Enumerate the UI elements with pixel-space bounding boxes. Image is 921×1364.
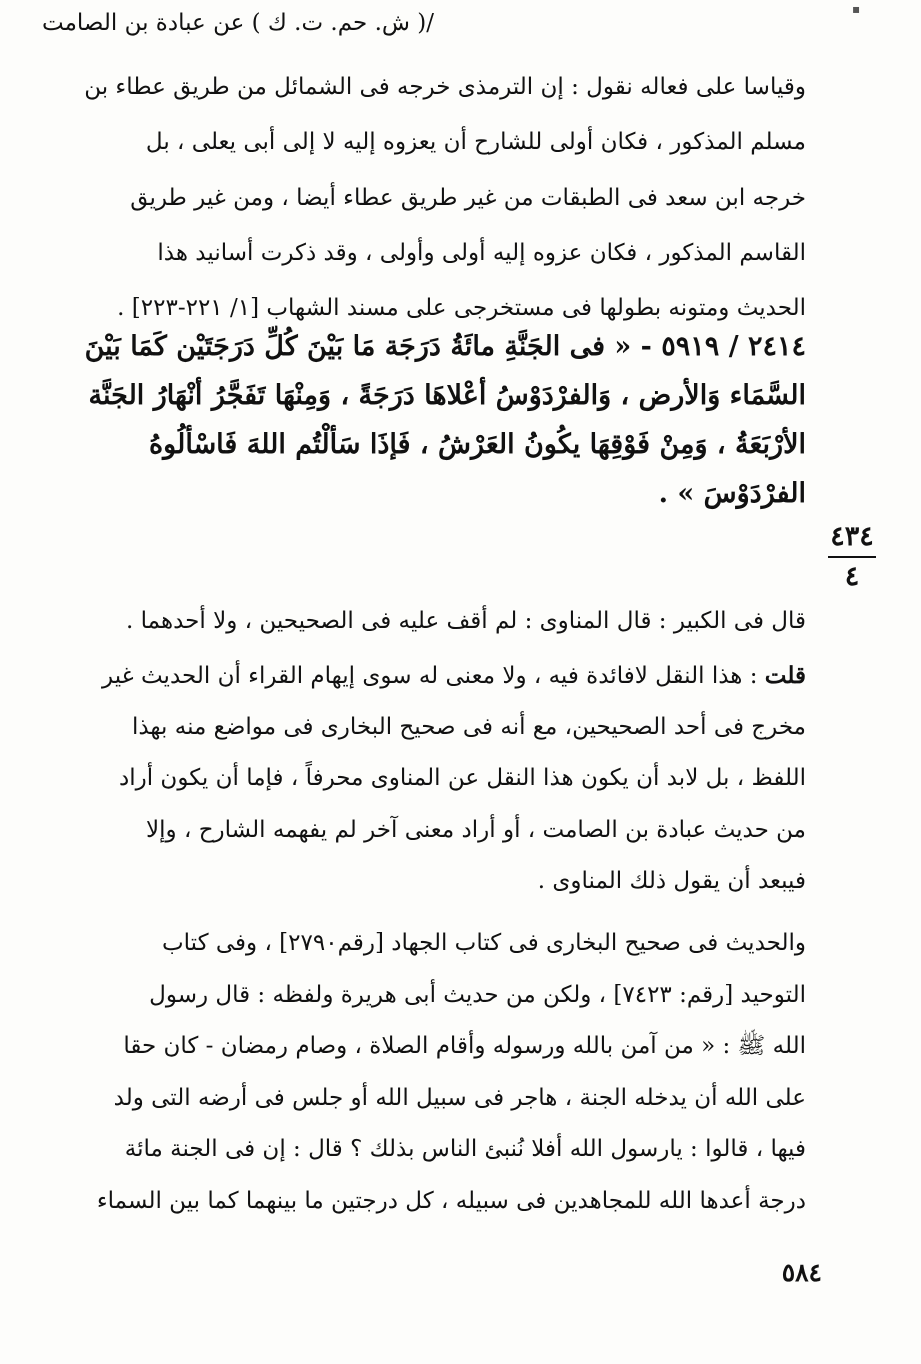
text-line: درجة أعدها الله للمجاهدين فى سبيله ، كل درجتين ما بينهما كما بين السماء (96, 1187, 806, 1214)
qult-label: قلت (764, 662, 806, 689)
text-line: من حديث عبادة بن الصامت ، أو أراد معنى آخر لم يفهمه الشارح ، وإلا (146, 816, 806, 843)
page-number: ٥٨٤ (781, 1258, 822, 1287)
hadith-line: الأرْبَعَةُ ، وَمِنْ فَوْقِهَا يكُونُ العَرْشُ ، فَإذَا سَألْتُم اللهَ فَاسْألُوهُ (149, 429, 806, 460)
hadith-text (78, 322, 806, 518)
text-line: مسلم المذكور ، فكان أولى للشارح أن يعزوه إليه لا إلى أبى يعلى ، بل (145, 129, 806, 156)
margin-reference-divider (828, 556, 876, 558)
text-line: التوحيد [رقم: ٧٤٢٣] ، ولكن من حديث أبى هريرة ولفظه : قال رسول (149, 981, 806, 1008)
text-line (78, 650, 806, 702)
scan-corner-mark: ▪ (852, 2, 861, 16)
hadith-line: ٢٤١٤ / ٥٩١٩ - « فى الجَنَّةِ مائَةُ دَرَجَة مَا بَيْنَ كُلِّ دَرَجَتَيْن كَمَا بَيْنَ (84, 331, 806, 362)
text-line: خرجه ابن سعد فى الطبقات من غير طريق عطاء أيضا ، ومن غير طريق (130, 184, 806, 211)
hadith-line: السَّمَاء وَالأرض ، وَالفرْدَوْسُ أعْلاهَا دَرَجَةً ، وَمِنْهَا تَفَجَّرُ أنْهَارُ الجَنَّة (88, 380, 806, 411)
text-line: الحديث ومتونه بطولها فى مستخرجى على مسند الشهاب [١/ ٢٢١-٢٢٣] . (117, 295, 806, 322)
margin-reference-numerator: ٤٣٤ (830, 521, 874, 552)
text-line: قال فى الكبير : قال المناوى : لم أقف عليه فى الصحيحين ، ولا أحدهما . (126, 608, 806, 634)
commentary-paragraph-1 (78, 60, 806, 336)
text-fragment: : هذا النقل لافائدة فيه ، ولا معنى له سوى إيهام القراء أن الحديث غير (102, 663, 765, 689)
margin-reference-denominator: ٤ (844, 561, 860, 592)
commentary-paragraph-4 (78, 918, 806, 1227)
text-line: وقياسا على فعاله نقول : إن الترمذى خرجه فى الشمائل من طريق عطاء بن (84, 74, 806, 100)
commentary-paragraph-3 (78, 650, 806, 908)
text-line: والحديث فى صحيح البخارى فى كتاب الجهاد [رقم٢٧٩٠] ، وفى كتاب (162, 930, 806, 956)
text-line: اللفظ ، بل لابد أن يكون هذا النقل عن المناوى محرفاً ، فإما أن يكون أراد (118, 765, 806, 791)
text-line: مخرج فى أحد الصحيحين، مع أنه فى صحيح البخارى فى مواضع منه بهذا (131, 713, 806, 740)
text-line: الله ﷺ : « من آمن بالله ورسوله وأقام الصلاة ، وصام رمضان - كان حقا (123, 1033, 806, 1059)
hadith-line: الفرْدَوْسَ » . (658, 478, 806, 509)
text-line: القاسم المذكور ، فكان عزوه إليه أولى وأولى ، وقد ذكرت أسانيد هذا (157, 239, 806, 266)
hadith-source-attribution: /( ش. حم. ت. ك ) عن عبادة بن الصامت (42, 10, 434, 36)
text-line: فيبعد أن يقول ذلك المناوى . (537, 868, 806, 894)
text-line: على الله أن يدخله الجنة ، هاجر فى سبيل الله أو جلس فى أرضه التى ولد (113, 1084, 806, 1111)
margin-reference-number (826, 522, 878, 592)
commentary-paragraph-2 (100, 596, 806, 646)
text-line: فيها ، قالوا : يارسول الله أفلا نُنبئ الناس بذلك ؟ قال : إن فى الجنة مائة (124, 1136, 806, 1162)
